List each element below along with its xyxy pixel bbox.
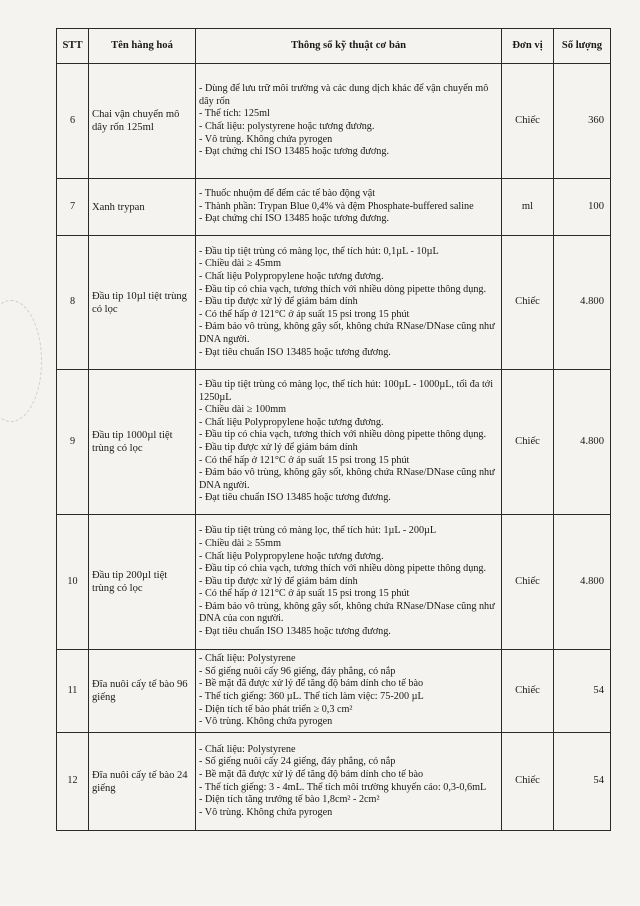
- specification-table: [56, 28, 611, 831]
- spec-line: - Thể tích giếng: 360 µL. Thể tích làm việc: 75-200 µL: [199, 691, 424, 702]
- row-stt: 9: [57, 370, 89, 515]
- row-unit: Chiếc: [502, 64, 554, 179]
- spec-line: - Đảm bảo vô trùng, không gây sốt, không chứa RNase/DNase cũng như DNA người.: [199, 467, 495, 491]
- table-row: [57, 733, 611, 831]
- faint-stamp-mark: [0, 300, 42, 422]
- spec-line: - Đảm bảo vô trùng, không gây sốt, không chứa RNase/DNase cũng như DNA của con người.: [199, 600, 495, 625]
- spec-line: - Đầu tip có chia vạch, tương thích với nhiều dòng pipette thông dụng.: [199, 563, 487, 575]
- row-stt: 7: [57, 179, 89, 236]
- table-row: [57, 179, 611, 236]
- spec-line: - Đạt tiêu chuẩn ISO 13485 hoặc tương đương.: [199, 492, 391, 504]
- table-header-row: [57, 29, 611, 64]
- spec-line: - Thể tích: 125ml: [199, 108, 270, 120]
- row-stt: 6: [57, 64, 89, 179]
- spec-line: - Đạt chứng chỉ ISO 13485 hoặc tương đương.: [199, 213, 390, 225]
- spec-line: - Dùng để lưu trữ môi trường và các dung dịch khác để vận chuyển mô dây rốn: [199, 83, 489, 107]
- spec-line: - Số giếng nuôi cấy 96 giếng, đáy phẳng, có nắp: [199, 665, 396, 677]
- row-stt: 8: [57, 236, 89, 370]
- table-row: [57, 515, 611, 650]
- spec-line: - Thuốc nhuộm để đếm các tế bào động vật: [199, 188, 376, 200]
- spec-line: - Chiều dài ≥ 45mm: [199, 258, 281, 270]
- row-quantity: 4.800: [554, 236, 611, 370]
- row-item-name: Đĩa nuôi cấy tế bào 96 giếng: [89, 650, 196, 733]
- row-item-name: Xanh trypan: [89, 179, 196, 236]
- spec-line: - Đầu tip được xử lý để giảm bám dính: [199, 442, 358, 453]
- header-quantity: Số lượng: [554, 29, 611, 64]
- header-unit: Đơn vị: [502, 29, 554, 64]
- spec-line: - Chất liệu Polypropylene hoặc tương đương.: [199, 550, 384, 562]
- spec-line: - Vô trùng. Không chứa pyrogen: [199, 133, 333, 145]
- row-unit: ml: [502, 179, 554, 236]
- row-stt: 11: [57, 650, 89, 733]
- spec-line: - Có thể hấp ở 121°C ở áp suất 15 psi trong 15 phút: [199, 588, 410, 600]
- row-unit: Chiếc: [502, 733, 554, 831]
- row-specs: [196, 370, 502, 515]
- spec-line: - Chất liệu: Polystyrene: [199, 743, 296, 755]
- spec-line: - Đạt chứng chỉ ISO 13485 hoặc tương đương.: [199, 146, 390, 158]
- header-stt: STT: [57, 29, 89, 64]
- table-row: [57, 650, 611, 733]
- spec-line: - Số giếng nuôi cấy 24 giếng, đáy phẳng, có nắp: [199, 756, 396, 768]
- spec-line: - Chiều dài ≥ 55mm: [199, 537, 281, 549]
- row-stt: 10: [57, 515, 89, 650]
- row-specs: [196, 179, 502, 236]
- row-specs: [196, 515, 502, 650]
- spec-line: - Đạt tiêu chuẩn ISO 13485 hoặc tương đương.: [199, 626, 391, 638]
- spec-line: - Chất liệu Polypropylene hoặc tương đương.: [199, 416, 384, 428]
- document-page: [56, 28, 610, 831]
- row-specs: [196, 733, 502, 831]
- row-quantity: 54: [554, 650, 611, 733]
- row-unit: Chiếc: [502, 515, 554, 650]
- spec-line: - Chất liệu: polystyrene hoặc tương đương.: [199, 121, 375, 132]
- spec-line: - Chất liệu: Polystyrene: [199, 653, 296, 665]
- spec-line: - Có thể hấp ở 121°C ở áp suất 15 psi trong 15 phút: [199, 454, 410, 466]
- row-item-name: Đầu tip 200µl tiệt trùng có lọc: [89, 515, 196, 650]
- row-stt: 12: [57, 733, 89, 831]
- spec-line: - Diện tích tế bào phát triển ≥ 0,3 cm²: [199, 703, 353, 715]
- spec-line: - Thể tích giếng: 3 - 4mL. Thể tích môi trường khuyến cáo: 0,3-0,6mL: [199, 781, 487, 793]
- row-specs: [196, 236, 502, 370]
- spec-line: - Đầu tip tiệt trùng có màng lọc, thể tích hút: 100µL - 1000µL, tối đa tới 1250µL: [199, 379, 494, 403]
- spec-line: - Có thể hấp ở 121°C ở áp suất 15 psi trong 15 phút: [199, 308, 410, 320]
- spec-line: - Diện tích tăng trưởng tế bào 1,8cm² - 2cm²: [199, 794, 380, 806]
- spec-line: - Thành phần: Trypan Blue 0,4% và đệm Phosphate-buffered saline: [199, 200, 474, 212]
- spec-line: - Đảm bảo vô trùng, không gây sốt, không chứa RNase/DNase cũng như DNA người.: [199, 321, 495, 345]
- header-item-name: Tên hàng hoá: [89, 29, 196, 64]
- table-row: [57, 370, 611, 515]
- row-unit: Chiếc: [502, 650, 554, 733]
- table-row: [57, 236, 611, 370]
- spec-line: - Chiều dài ≥ 100mm: [199, 404, 287, 416]
- spec-line: - Vô trùng. Không chứa pyrogen: [199, 806, 333, 818]
- row-quantity: 360: [554, 64, 611, 179]
- spec-line: - Đầu tip được xử lý để giảm bám dính: [199, 575, 358, 587]
- row-quantity: 100: [554, 179, 611, 236]
- row-quantity: 54: [554, 733, 611, 831]
- row-item-name: Đầu tip 10µl tiệt trùng có lọc: [89, 236, 196, 370]
- spec-line: - Đầu tip có chia vạch, tương thích với nhiều dòng pipette thông dụng.: [199, 429, 487, 441]
- row-quantity: 4.800: [554, 370, 611, 515]
- row-quantity: 4.800: [554, 515, 611, 650]
- spec-line: - Đầu tip được xử lý để giảm bám dính: [199, 296, 358, 308]
- spec-line: - Vô trùng. Không chứa pyrogen: [199, 716, 333, 728]
- row-item-name: Đĩa nuôi cấy tế bào 24 giếng: [89, 733, 196, 831]
- table-row: [57, 64, 611, 179]
- row-unit: Chiếc: [502, 370, 554, 515]
- table-body: [57, 64, 611, 831]
- spec-line: - Bề mặt đã được xử lý để tăng độ bám dính cho tế bào: [199, 678, 424, 690]
- row-specs: [196, 64, 502, 179]
- row-item-name: Chai vận chuyển mô dây rốn 125ml: [89, 64, 196, 179]
- spec-line: - Đạt tiêu chuẩn ISO 13485 hoặc tương đương.: [199, 346, 391, 358]
- spec-line: - Bề mặt đã được xử lý để tăng độ bám dính cho tế bào: [199, 768, 424, 780]
- spec-line: - Đầu tip tiệt trùng có màng lọc, thể tích hút: 0,1µL - 10µL: [199, 245, 439, 257]
- row-unit: Chiếc: [502, 236, 554, 370]
- header-specs: Thông số kỹ thuật cơ bản: [196, 29, 502, 64]
- row-specs: [196, 650, 502, 733]
- spec-line: - Chất liệu Polypropylene hoặc tương đương.: [199, 271, 384, 283]
- spec-line: - Đầu tip tiệt trùng có màng lọc, thể tích hút: 1µL - 200µL: [199, 525, 437, 537]
- row-item-name: Đầu tip 1000µl tiệt trùng có lọc: [89, 370, 196, 515]
- spec-line: - Đầu tip có chia vạch, tương thích với nhiều dòng pipette thông dụng.: [199, 283, 487, 295]
